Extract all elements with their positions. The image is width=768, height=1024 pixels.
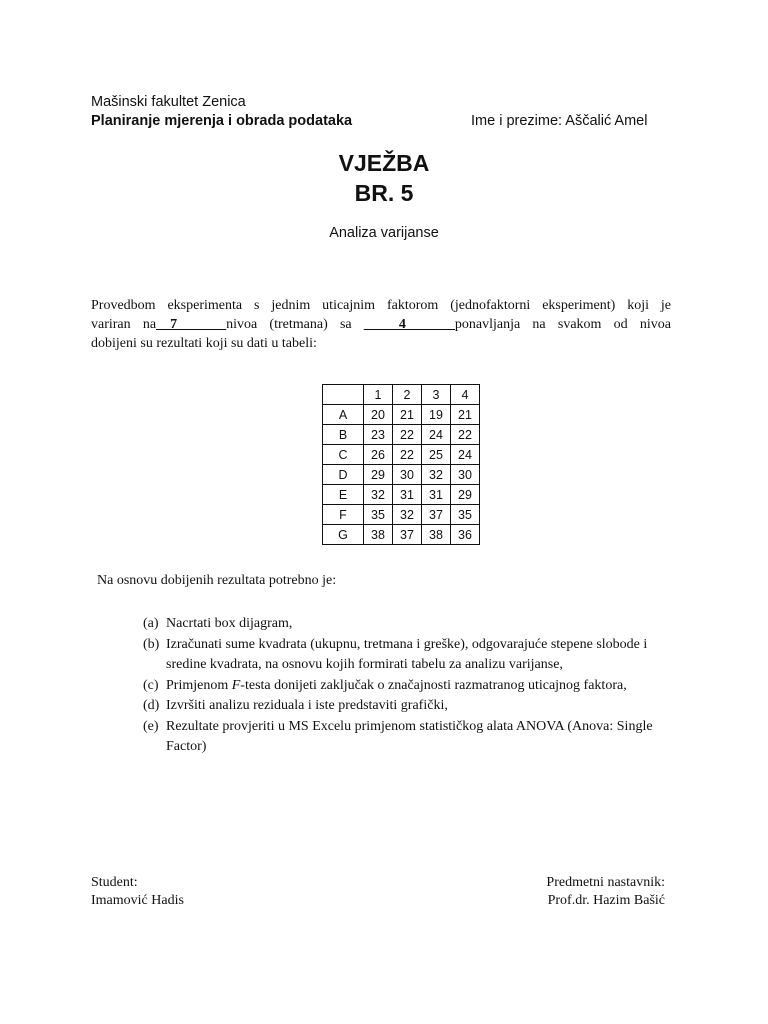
student-name: Imamović Hadis [91,893,184,908]
table-cell: 37 [393,525,422,545]
intro-text-c: ponavljanja na svakom od nivoa [454,317,671,332]
table-header-cell: 4 [451,385,480,405]
table-row [323,505,480,525]
intro-text-b: nivoa (tretmana) sa [226,317,364,332]
row-label: C [323,445,364,465]
table-row [323,445,480,465]
table-cell: 32 [422,465,451,485]
table-cell: 38 [422,525,451,545]
row-label: B [323,425,364,445]
table-row [323,425,480,445]
row-label: E [323,485,364,505]
list-marker: (b) [143,636,160,652]
task-text: Nacrtati box dijagram, [166,616,293,631]
task-text: Rezultate provjeriti u MS Excelu primjenom statističkog alata ANOVA (Anova: Single Factor) [166,718,653,754]
table-cell: 23 [364,425,393,445]
list-item [143,635,683,676]
table-header-cell: 3 [422,385,451,405]
list-item [143,696,683,717]
intro-paragraph [91,296,671,353]
author-name: Ime i prezime: Aščalić Amel [471,113,648,129]
table-cell: 29 [364,465,393,485]
levels-blank: __7_______ [156,317,227,332]
table-cell: 37 [422,505,451,525]
table-cell: 22 [393,425,422,445]
requirements-intro: Na osnovu dobijenih rezultata potrebno je: [97,573,337,588]
intro-line-1: Provedbom eksperimenta s jednim uticajnim faktorom (jednofaktorni eksperiment) koji je [91,298,671,313]
list-item [143,614,683,635]
exercise-subtitle: Analiza varijanse [329,225,439,241]
table-row [323,465,480,485]
table-cell: 36 [451,525,480,545]
data-table [322,384,480,545]
task-text-b: -testa donijeti zaključak o značajnosti razmatranog uticajnog faktora, [240,677,627,693]
table-cell: 25 [422,445,451,465]
table-header-row [323,385,480,405]
task-text: Izračunati sume kvadrata (ukupnu, tretmana i greške), odgovarajuće stepene slobode i sredine kvadrata, na osnovu kojih formirati tabelu za analizu varijanse, [166,636,648,672]
table-cell: 35 [451,505,480,525]
task-text-italic: F [231,677,241,693]
faculty-name: Mašinski fakultet Zenica [91,94,246,110]
list-item [143,717,683,758]
table-cell: 31 [422,485,451,505]
table-cell: 32 [393,505,422,525]
row-label: F [323,505,364,525]
table-cell: 31 [393,485,422,505]
task-text-a: Primjenom [166,677,232,693]
intro-line-3: dobijeni su rezultati koji su dati u tabeli: [91,336,317,351]
table-cell: 38 [364,525,393,545]
list-marker: (c) [143,677,159,693]
table-header-cell [323,385,364,405]
task-text: Izvršiti analizu reziduala i iste predstaviti grafički, [166,698,448,713]
repetitions-blank: _____4_______ [363,317,455,332]
table-cell: 24 [451,445,480,465]
table-cell: 32 [364,485,393,505]
table-cell: 30 [393,465,422,485]
table-cell: 21 [451,405,480,425]
professor-label: Predmetni nastavnik: [546,875,665,890]
row-label: A [323,405,364,425]
table-cell: 26 [364,445,393,465]
table-row [323,525,480,545]
intro-line-2 [91,315,671,334]
exercise-number: BR. 5 [354,180,414,206]
student-label: Student: [91,875,138,890]
course-name: Planiranje mjerenja i obrada podataka [91,113,353,129]
professor-name: Prof.dr. Hazim Bašić [547,893,665,908]
table-row [323,405,480,425]
table-cell: 22 [393,445,422,465]
list-marker: (d) [143,698,160,713]
intro-text-a: variran na [91,317,157,332]
row-label: G [323,525,364,545]
table-cell: 30 [451,465,480,485]
list-item [143,676,683,697]
table-cell: 35 [364,505,393,525]
table-cell: 24 [422,425,451,445]
task-list [143,614,683,758]
table-cell: 20 [364,405,393,425]
table-cell: 22 [451,425,480,445]
table-header-cell: 1 [364,385,393,405]
list-marker: (a) [143,616,159,631]
row-label: D [323,465,364,485]
table-row [323,485,480,505]
exercise-title: VJEŽBA [338,150,430,176]
table-header-cell: 2 [393,385,422,405]
table-cell: 19 [422,405,451,425]
table-cell: 29 [451,485,480,505]
table-cell: 21 [393,405,422,425]
list-marker: (e) [143,718,159,734]
